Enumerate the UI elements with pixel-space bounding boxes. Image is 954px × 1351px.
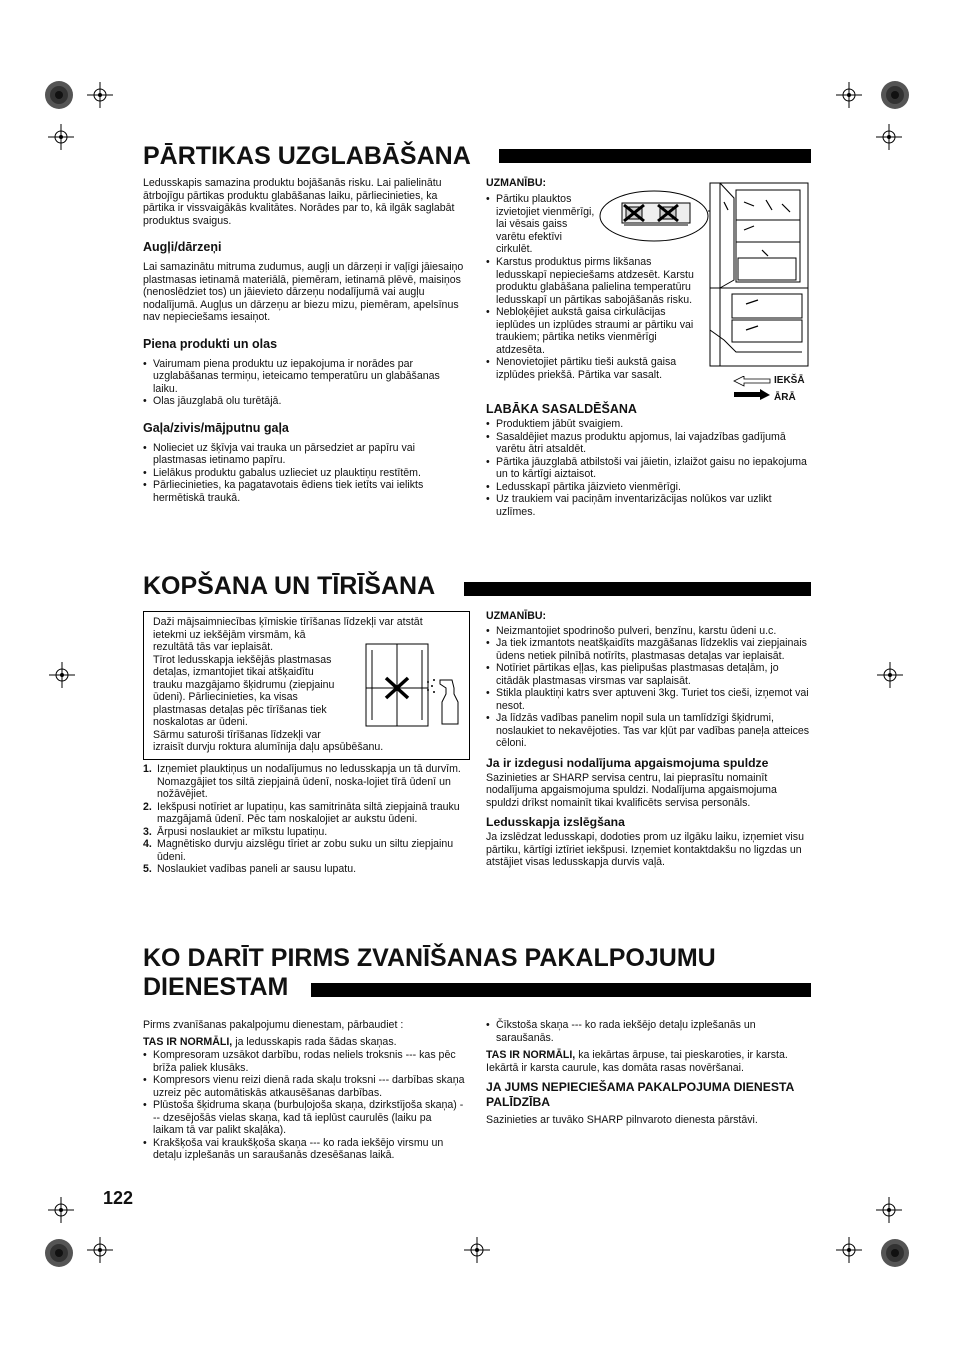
- fruit-text: Lai samazinātu mitruma zudumus, augļi un dārzeņi ir vaļīgi jāiesaiņo plastmasas ietinamā materiālā, piemēram, ietinamā plēvē, maisiņos (nenoslēdziet tos) un jāievieto dārzeņu nodalījumā vai augļu nodalījumā. Augļus un dārzeņu ar biezu mizu, piemēram, apelsīnus nav nepieciešams iesaiņot.: [143, 261, 464, 323]
- caution-first-item: [486, 193, 596, 256]
- legend-outside: ĀRĀ: [774, 392, 796, 403]
- list-item: • Vairumam piena produktu uz iepakojuma ir norādes par uzglabāšanas termiņu, ieteicamo temperatūru un glabāšanas laiku.: [143, 358, 465, 396]
- list-item: • Pārtiku plauktos izvietojiet vienmērīgi, lai vēsais gaiss varētu efektīvi cirkulēt.: [486, 193, 596, 256]
- normal-text: ja ledusskapis rada šādas skaņas.: [232, 1035, 397, 1048]
- note-line: detaļas, izmantojiet tikai atšķaidītu: [153, 666, 314, 678]
- title-bar: [499, 149, 811, 163]
- list-item: [143, 863, 465, 876]
- caution-heading: UZMANĪBU:: [486, 177, 547, 189]
- normal-text: ka iekārtas ārpuse, tai pieskaroties, ir karsta. Iekārtā ir karsta caurule, kas domāta rasas novēršanai.: [486, 1049, 788, 1074]
- service-intro: Pirms zvanīšanas pakalpojumu dienestam, pārbaudiet :: [143, 1019, 404, 1031]
- step-number: 2.: [143, 800, 152, 813]
- page-number: 122: [103, 1188, 134, 1208]
- service-help-heading: JA JUMS NEPIECIEŠAMA PAKALPOJUMA DIENESTA PALĪDZĪBA: [486, 1080, 794, 1109]
- section-title-before-service-line1: KO DARĪT PIRMS ZVANĪŠANAS PAKALPOJUMU: [143, 944, 716, 972]
- registration-mark: [87, 82, 113, 108]
- lamp-heading: Ja ir izdegusi nodalījuma apgaismojuma spuldze: [486, 755, 769, 770]
- registration-mark: [876, 1197, 902, 1223]
- meat-list: [143, 442, 465, 505]
- service-help-text: Sazinieties ar tuvāko SHARP pilnvaroto dienesta pārstāvi.: [486, 1114, 758, 1126]
- list-item: [143, 826, 465, 839]
- color-target-mark: [880, 1238, 910, 1268]
- color-target-mark: [44, 1238, 74, 1268]
- title-bar: [311, 983, 811, 997]
- freezing-heading: LABĀKA SASALDĒŠANA: [486, 402, 637, 416]
- list-item: • Karstus produktus pirms likšanas ledusskapī nepieciešams atdzesēt. Karstu produktu glabāšana palielina temperatūru ledusskapī un pārtikas sabojāšanās risku.: [486, 256, 702, 306]
- normal-hot-line: [486, 1049, 811, 1074]
- list-item: • Notīriet pārtikas eļļas, kas pielipušas plastmasas detaļām, jo citādāk plastmasas virsmas var saplaisāt.: [486, 662, 811, 687]
- list-item: • Produktiem jābūt svaigiem.: [486, 418, 811, 431]
- list-item: • Pārliecinieties, ka pagatavotais ēdiens tiek ietīts vai ielikts hermētiskā traukā.: [143, 479, 465, 504]
- list-item: • Čīkstoša skaņa --- ko rada iekšējo detaļu izplešanās un saraušanās.: [486, 1019, 811, 1044]
- note-line: trauku mazgājamo šķidrumu (ziepjainu: [153, 678, 335, 691]
- list-item: • Nenovietojiet pārtiku tieši aukstā gaisa izplūdes priekšā. Pārtika var sasalt.: [486, 356, 702, 381]
- food-storage-left-column: [143, 177, 465, 504]
- list-item: • Olas jāuzglabā olu turētājā.: [143, 395, 465, 408]
- registration-mark: [836, 82, 862, 108]
- note-line: rezultātā tās var ieplaisāt.: [153, 641, 274, 653]
- list-item: • Uz traukiem vai paciņām inventarizācijas nolūkos var uzlikt uzlīmes.: [486, 493, 811, 518]
- registration-mark: [464, 1237, 490, 1263]
- registration-mark: [87, 1237, 113, 1263]
- registration-mark: [877, 662, 903, 688]
- spray-bottle-cross-illustration: [362, 642, 466, 728]
- list-item: [143, 763, 465, 801]
- color-target-mark: [44, 80, 74, 110]
- list-item: • Sasaldējiet mazus produktu apjomus, lai vajadzības gadījumā varētu ātri atsaldēt.: [486, 431, 811, 456]
- note-line: Sārmu saturoši tīrīšanas līdzekļi var: [153, 728, 321, 741]
- fruit-heading: Augļi/dārzeņi: [143, 240, 222, 254]
- section-title-food-storage: PĀRTIKAS UZGLABĀŠANA: [143, 142, 471, 170]
- step-number: 4.: [143, 838, 152, 850]
- list-item: • Plūstoša šķidruma skaņa (burbuļojoša skaņa, dzirkstījoša skaņa) --- dzesējošās vielas skaņa, kad tā ieplūst caurulēs (laiku pa laikam tā var palikt skaļāka).: [143, 1099, 465, 1137]
- intro-text: Ledusskapis samazina produktu bojāšanās risku. Lai palielinātu ātrbojīgu pārtikas produktu glabāšanas laiku, pārliecinieties, ka pārtika ir vissvaigākās kvalitātes. Norādes par to, kā ilgāk saglabāt produktus svaigus.: [143, 177, 455, 227]
- step-text: Izņemiet plauktiņus un nodalījumus no ledusskapja un tā durvīm. Nomazgājiet tos siltā ziepjainā ūdenī, noska-lojiet tīrā ūdenī un nožāvējiet.: [157, 763, 461, 800]
- registration-mark: [49, 662, 75, 688]
- list-item: [143, 838, 465, 863]
- cleaning-right-column: [486, 610, 811, 869]
- switch-off-text: Ja izslēdzat ledusskapi, dodoties prom uz ilgāku laiku, izņemiet visu pārtiku, kārtīgi iztīriet iekšpusi. Izņemiet kontaktdakšu no ligzdas un atstājiet visas ledusskapja durvis vaļā.: [486, 831, 804, 868]
- shelf-airflow-illustration: [598, 189, 710, 245]
- lamp-text: Sazinieties ar SHARP servisa centru, lai pieprasītu nomainīt nodalījuma apgaismojuma spuldzi. Nodalījuma apgaismojuma spuldzi drīkst nomainīt tikai kvalificēts servisa personāls.: [486, 771, 777, 809]
- step-text: Ārpusi noslaukiet ar mīkstu lupatiņu.: [157, 825, 328, 838]
- note-line: plastmasas detaļas pēc tīrīšanas tiek: [153, 703, 327, 716]
- step-text: Magnētisko durvju aizslēgu tīriet ar zobu suku un siltu ziepjainu ūdeni.: [157, 838, 454, 863]
- note-line: ūdeni). Pārliecinieties, ka visas: [153, 691, 298, 703]
- list-item: • Pārtika jāuzglabā atbilstoši vai jāietin, izlaižot gaisu no iepakojuma un to kārtīgi aiztaisot.: [486, 456, 811, 481]
- cleaning-steps: [143, 763, 465, 876]
- step-number: 3.: [143, 825, 152, 838]
- step-text: Iekšpusi notīriet ar lupatiņu, kas samitrināta siltā ziepjainā trauku mazgājamā ūdenī. Pēc tam noskalojiet ar aukstu ūdeni.: [157, 800, 460, 825]
- title-bar: [464, 582, 811, 596]
- registration-mark: [836, 1237, 862, 1263]
- service-right-column: [486, 1019, 811, 1127]
- service-left-column: [143, 1019, 465, 1162]
- step-number: 5.: [143, 863, 152, 875]
- meat-heading: Gaļa/zivis/mājputnu gaļa: [143, 420, 289, 435]
- registration-mark: [48, 1197, 74, 1223]
- section-title-before-service-line2: DIENESTAM: [143, 973, 289, 1001]
- switch-off-heading: Ledusskapja izslēgšana: [486, 815, 625, 829]
- color-target-mark: [880, 80, 910, 110]
- list-item: • Nolieciet uz šķīvja vai trauka un pārsedziet ar papīru vai plastmasas ietinamo papīru.: [143, 442, 465, 467]
- note-line: noskalotas ar ūdeni.: [153, 716, 248, 728]
- list-item: • Kompresoram uzsākot darbību, rodas neliels troksnis --- kas pēc brīža paliek klusāks.: [143, 1049, 465, 1074]
- note-line: ietekmi uz iekšējām virsmām, kā: [153, 628, 306, 641]
- note-line: izraisīt durvju roktura alumīnija daļu apsūbēšanu.: [153, 741, 384, 753]
- list-item: • Kompresors vienu reizi dienā rada skaļu troksni --- darbības skaņa uzreiz pēc automātiskās atkausēšanas darbības.: [143, 1074, 465, 1099]
- list-item: [143, 801, 465, 826]
- freezing-column: [486, 402, 811, 518]
- normal-label: TAS IR NORMĀLI,: [486, 1049, 576, 1061]
- note-line: Tīrot ledusskapja iekšējās plastmasas: [153, 653, 332, 666]
- list-item: • Krakšķoša vai kraukšķoša skaņa --- ko rada iekšējo virsmu un detaļu izplešanās un saraušanās dzesēšanas laikā.: [143, 1137, 465, 1162]
- normal-sounds-line: [143, 1036, 465, 1049]
- list-item: • Ja tiek izmantots neatšķaidīts mazgāšanas līdzeklis vai ziepjainais ūdens netiek pilnībā notīrīts, plastmasas detaļas var ieplaisāt.: [486, 637, 811, 662]
- list-item: • Stikla plauktiņi katrs sver aptuveni 3kg. Turiet tos cieši, izņemot vai nesot.: [486, 687, 811, 712]
- normal-label: TAS IR NORMĀLI,: [143, 1035, 233, 1048]
- list-item: • Nebloķējiet aukstā gaisa cirkulācijas ieplūdes un izplūdes straumi ar pārtiku vai traukiem; pārtika netiks vienmērīgi atdzesēta.: [486, 306, 702, 356]
- list-item: • Lielākus produktu gabalus uzlieciet uz plauktiņu restītēm.: [143, 467, 465, 480]
- caution-list: [486, 256, 702, 381]
- airflow-legend-arrows: [732, 376, 772, 400]
- step-number: 1.: [143, 763, 152, 775]
- note-line: Daži mājsaimniecības ķīmiskie tīrīšanas līdzekļi var atstāt: [153, 616, 423, 628]
- list-item: • Ja līdzās vadības panelim nopil sula un tamlīdzīgi šķidrumi, noslaukiet to nekavējoties. Tas var kļūt par vadības paneļa atteices cēloni.: [486, 712, 811, 750]
- section-title-care-cleaning: KOPŠANA UN TĪRĪŠANA: [143, 572, 436, 600]
- list-item: • Ledusskapī pārtika jāizvieto vienmērīgi.: [486, 481, 811, 494]
- caution-narrow-column: [486, 177, 598, 190]
- list-item: • Neizmantojiet spodrinošo pulveri, benzīnu, karstu ūdeni u.c.: [486, 625, 811, 638]
- caution-heading: UZMANĪBU:: [486, 610, 547, 622]
- registration-mark: [876, 124, 902, 150]
- fridge-airflow-illustration: [706, 180, 812, 370]
- legend-inside: IEKŠĀ: [774, 375, 805, 386]
- step-text: Noslaukiet vadības paneli ar sausu lupatu.: [157, 863, 357, 875]
- milk-heading: Piena produkti un olas: [143, 336, 278, 351]
- registration-mark: [48, 124, 74, 150]
- milk-list: [143, 358, 465, 408]
